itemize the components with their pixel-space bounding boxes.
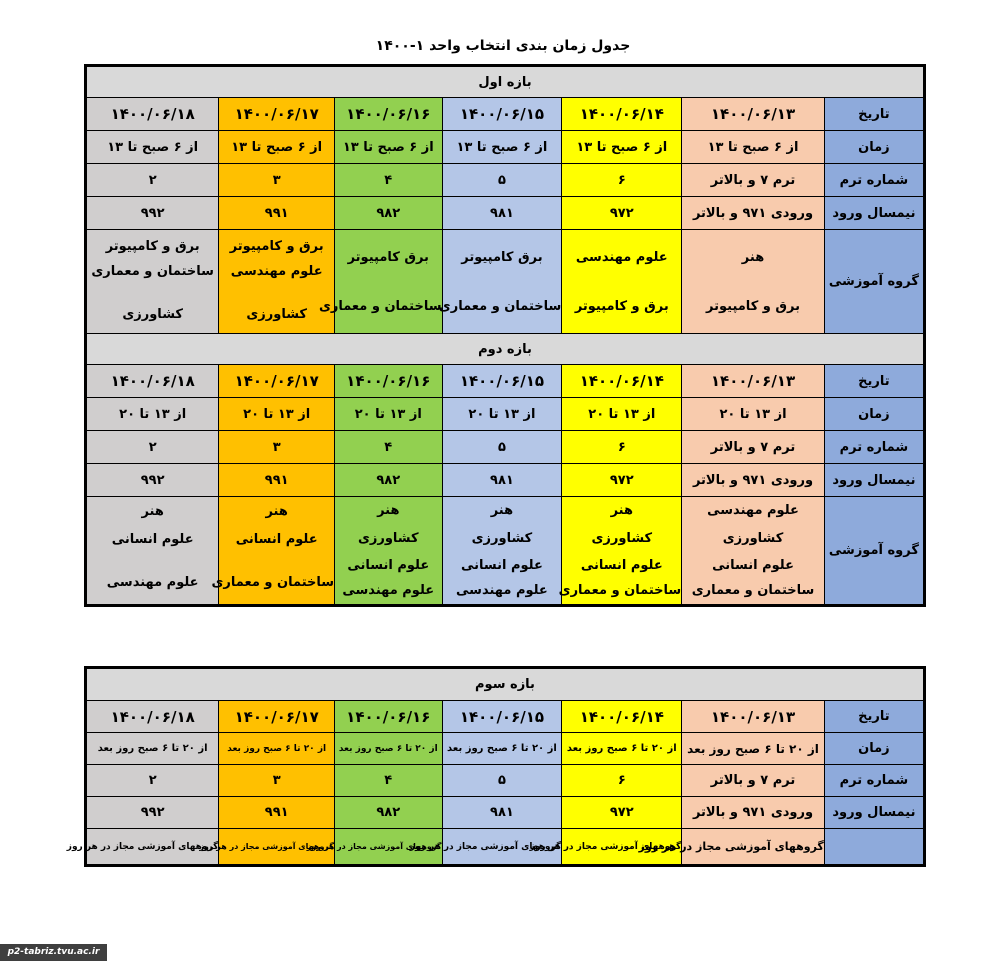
date-cell: ۱۴۰۰/۰۶/۱۸ [87, 701, 219, 733]
group-item: ساختمان و معماری [91, 264, 214, 279]
group-item: برق کامپیوتر [347, 249, 429, 265]
group-note-cell: گروههای آموزشی مجاز در هر روز [335, 829, 442, 865]
row-label-term: شماره ترم [824, 164, 923, 197]
group-cell [558, 497, 682, 605]
page-title: جدول زمان بندی انتخاب واحد ۱-۱۴۰۰ [375, 38, 631, 54]
period-3-block [66, 666, 926, 867]
term-cell: ۵ [442, 164, 562, 197]
time-cell: از ۱۳ تا ۲۰ [682, 398, 825, 431]
table-row [87, 497, 924, 605]
date-cell: ۱۴۰۰/۰۶/۱۷ [219, 98, 335, 131]
group-item: هنر [377, 502, 400, 518]
group-item: علوم انسانی [460, 557, 543, 573]
group-item: هنر [141, 504, 164, 519]
entry-cell: ۹۸۱ [442, 464, 562, 497]
group-item: علوم انسانی [235, 532, 318, 547]
time-cell: از ۶ صبح تا ۱۳ [562, 131, 682, 164]
group-cell [682, 230, 825, 334]
date-cell: ۱۴۰۰/۰۶/۱۳ [682, 98, 825, 131]
group-item: علوم انسانی [580, 557, 663, 573]
group-item: علوم مهندسی [342, 582, 435, 598]
term-cell: ۳ [219, 164, 335, 197]
term-cell: ترم ۷ و بالاتر [682, 765, 825, 797]
date-cell: ۱۴۰۰/۰۶/۱۶ [335, 365, 442, 398]
entry-cell: ۹۷۲ [562, 464, 682, 497]
group-cell [682, 497, 825, 605]
period-header: بازه سوم [87, 669, 924, 701]
group-cell [87, 230, 219, 334]
group-item: علوم مهندسی [456, 582, 548, 598]
table-row [87, 431, 924, 464]
group-item: علوم انسانی [111, 532, 194, 547]
group-item: کشاورزی [122, 307, 183, 322]
time-cell: از ۶ صبح تا ۱۳ [219, 131, 335, 164]
row-label-date: تاریخ [824, 98, 923, 131]
row-label-time: زمان [824, 733, 923, 765]
schedule-table-period-1 [86, 66, 924, 605]
table-row [87, 701, 924, 733]
date-cell: ۱۴۰۰/۰۶/۱۵ [442, 365, 562, 398]
date-cell: ۱۴۰۰/۰۶/۱۶ [335, 701, 442, 733]
group-item: هنر [265, 504, 288, 519]
group-item: ساختمان و معماری [438, 298, 562, 314]
period-1-block [84, 64, 926, 607]
group-cell [318, 230, 442, 334]
time-cell: از ۶ صبح تا ۱۳ [442, 131, 562, 164]
date-cell: ۱۴۰۰/۰۶/۱۴ [562, 98, 682, 131]
row-label-term: شماره ترم [824, 431, 923, 464]
row-label-entry: نیمسال ورود [824, 797, 923, 829]
time-cell: از ۱۳ تا ۲۰ [335, 398, 442, 431]
entry-cell: ۹۹۲ [87, 464, 219, 497]
group-item: برق و کامپیوتر [229, 239, 324, 254]
group-item: علوم مهندسی [230, 264, 323, 279]
group-item: ساختمان و معماری [318, 298, 442, 314]
term-cell: ۶ [562, 431, 682, 464]
entry-cell: ۹۹۱ [219, 464, 335, 497]
entry-cell: ۹۹۱ [219, 797, 335, 829]
table-row [87, 398, 924, 431]
entry-cell: ۹۹۱ [219, 197, 335, 230]
group-item: ساختمان و معماری [211, 575, 335, 590]
entry-cell: ورودی ۹۷۱ و بالاتر [682, 797, 825, 829]
time-cell: از ۲۰ تا ۶ صبح روز بعد [682, 733, 825, 765]
time-cell: از ۲۰ تا ۶ صبح روز بعد [335, 733, 442, 765]
entry-cell: ۹۸۲ [335, 197, 442, 230]
group-item: علوم انسانی [712, 557, 794, 573]
term-cell: ۴ [335, 431, 442, 464]
group-cell [211, 497, 335, 605]
time-cell: از ۲۰ تا ۶ صبح روز بعد [219, 733, 335, 765]
term-cell: ۴ [335, 164, 442, 197]
group-item: علوم مهندسی [106, 575, 199, 590]
group-cell [562, 230, 682, 334]
date-cell: ۱۴۰۰/۰۶/۱۵ [442, 98, 562, 131]
term-cell: ۳ [219, 765, 335, 797]
time-cell: از ۶ صبح تا ۱۳ [682, 131, 825, 164]
time-cell: از ۲۰ تا ۶ صبح روز بعد [562, 733, 682, 765]
period-header: بازه اول [87, 67, 924, 98]
entry-cell: ۹۸۱ [442, 797, 562, 829]
group-item: ساختمان و معماری [558, 582, 682, 598]
term-cell: ترم ۷ و بالاتر [682, 431, 825, 464]
time-cell: از ۲۰ تا ۶ صبح روز بعد [442, 733, 562, 765]
group-item: هنر [490, 502, 514, 518]
date-cell: ۱۴۰۰/۰۶/۱۵ [442, 701, 562, 733]
group-note-cell: گروههای آموزشی مجاز در هر روز [219, 829, 335, 865]
group-cell [335, 497, 442, 605]
table-row [87, 131, 924, 164]
term-cell: ۵ [442, 431, 562, 464]
group-note-cell: گروههای آموزشی مجاز در هر روز [562, 829, 682, 865]
entry-cell: ۹۷۲ [562, 197, 682, 230]
group-item: کشاورزی [357, 530, 419, 546]
row-label-group-empty [824, 829, 923, 865]
date-cell: ۱۴۰۰/۰۶/۱۴ [562, 365, 682, 398]
group-item: برق و کامپیوتر [706, 298, 800, 314]
group-item: برق کامپیوتر [461, 249, 543, 265]
date-cell: ۱۴۰۰/۰۶/۱۸ [87, 98, 219, 131]
row-label-time: زمان [824, 131, 923, 164]
table-row [87, 365, 924, 398]
group-cell [442, 497, 562, 605]
group-item: علوم انسانی [347, 557, 430, 573]
date-cell: ۱۴۰۰/۰۶/۱۴ [562, 701, 682, 733]
entry-cell: ورودی ۹۷۱ و بالاتر [682, 464, 825, 497]
row-label-entry: نیمسال ورود [824, 464, 923, 497]
group-note-cell: گروههای آموزشی مجاز در هر روز [682, 829, 825, 865]
row-label-term: شماره ترم [824, 765, 923, 797]
group-item: کشاورزی [722, 530, 784, 546]
date-cell: ۱۴۰۰/۰۶/۱۷ [219, 365, 335, 398]
date-cell: ۱۴۰۰/۰۶/۱۸ [87, 365, 219, 398]
date-cell: ۱۴۰۰/۰۶/۱۶ [335, 98, 442, 131]
row-label-entry: نیمسال ورود [824, 197, 923, 230]
group-item: علوم مهندسی [707, 502, 799, 518]
term-cell: ۶ [562, 765, 682, 797]
group-item: هنر [610, 502, 633, 518]
term-cell: ترم ۷ و بالاتر [682, 164, 825, 197]
row-label-date: تاریخ [824, 365, 923, 398]
group-item: کشاورزی [471, 530, 533, 546]
time-cell: از ۱۳ تا ۲۰ [219, 398, 335, 431]
date-cell: ۱۴۰۰/۰۶/۱۳ [682, 701, 825, 733]
group-note-cell: گروههای آموزشی مجاز در هر روز [87, 829, 219, 865]
group-item: برق و کامپیوتر [105, 239, 200, 254]
group-note-cell: گروههای آموزشی مجاز در هر روز [442, 829, 562, 865]
entry-cell: ورودی ۹۷۱ و بالاتر [682, 197, 825, 230]
row-label-group: گروه آموزشی [824, 497, 923, 605]
table-row [87, 197, 924, 230]
entry-cell: ۹۹۲ [87, 797, 219, 829]
group-item: ساختمان و معماری [691, 582, 815, 598]
date-cell: ۱۴۰۰/۰۶/۱۳ [682, 365, 825, 398]
entry-cell: ۹۹۲ [87, 197, 219, 230]
group-item: کشاورزی [246, 307, 307, 322]
group-cell [219, 230, 335, 334]
date-cell: ۱۴۰۰/۰۶/۱۷ [219, 701, 335, 733]
table-row [87, 230, 924, 334]
time-cell: از ۱۳ تا ۲۰ [87, 398, 219, 431]
period-header: بازه دوم [87, 334, 924, 365]
term-cell: ۲ [87, 765, 219, 797]
group-item: کشاورزی [591, 530, 653, 546]
term-cell: ۶ [562, 164, 682, 197]
table-row [87, 98, 924, 131]
time-cell: از ۲۰ تا ۶ صبح روز بعد [87, 733, 219, 765]
table-row [87, 733, 924, 765]
entry-cell: ۹۸۲ [335, 464, 442, 497]
table-row [87, 164, 924, 197]
watermark-label: p2-tabriz.tvu.ac.ir [0, 944, 107, 961]
entry-cell: ۹۸۱ [442, 197, 562, 230]
time-cell: از ۶ صبح تا ۱۳ [87, 131, 219, 164]
time-cell: از ۱۳ تا ۲۰ [442, 398, 562, 431]
term-cell: ۲ [87, 164, 219, 197]
term-cell: ۵ [442, 765, 562, 797]
schedule-table-period-3 [66, 668, 924, 865]
row-label-group: گروه آموزشی [824, 230, 923, 334]
group-cell [87, 497, 219, 605]
group-cell [438, 230, 562, 334]
row-label-time: زمان [824, 398, 923, 431]
term-cell: ۲ [87, 431, 219, 464]
table-row [87, 829, 924, 865]
group-item: علوم مهندسی [575, 249, 668, 265]
group-item: هنر [741, 249, 765, 265]
entry-cell: ۹۸۲ [335, 797, 442, 829]
term-cell: ۳ [219, 431, 335, 464]
table-row [87, 765, 924, 797]
term-cell: ۴ [335, 765, 442, 797]
table-row [87, 797, 924, 829]
table-row [87, 464, 924, 497]
entry-cell: ۹۷۲ [562, 797, 682, 829]
row-label-date: تاریخ [824, 701, 923, 733]
time-cell: از ۶ صبح تا ۱۳ [335, 131, 442, 164]
time-cell: از ۱۳ تا ۲۰ [562, 398, 682, 431]
group-item: برق و کامپیوتر [574, 298, 669, 314]
